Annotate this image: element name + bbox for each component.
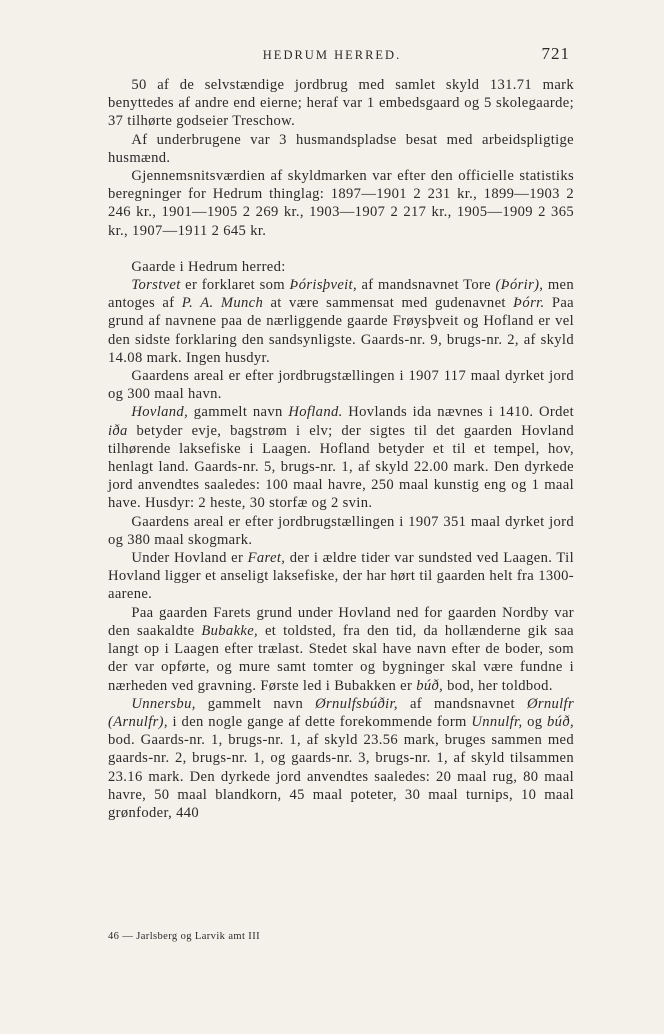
text-run: Paa gaarden Farets grund under Hovland ned for gaarden Nordby var den saakaldte	[108, 604, 574, 639]
body-text	[108, 76, 574, 822]
text-run: og	[522, 713, 548, 730]
text-run: gammelt navn	[195, 695, 316, 712]
paragraph	[108, 513, 574, 549]
italic-term: Unnulfr,	[471, 713, 523, 730]
running-header	[0, 44, 664, 64]
text-run: bod, her toldbod.	[443, 677, 553, 694]
text-run: der i ældre tider var sundsted ved Laagen. Til Hovland ligger et anseligt laksefiske, der har hørt til gaarden helt fra 1300-aarene.	[108, 550, 574, 603]
paragraph	[108, 131, 574, 167]
text-run: af mandsnavnet	[397, 695, 527, 712]
paragraph	[108, 695, 574, 822]
text-run: af mandsnavnet Tore	[356, 277, 496, 294]
italic-term: Bubakke,	[201, 622, 259, 639]
italic-term: Hovland,	[131, 404, 189, 421]
paragraph	[108, 403, 574, 512]
paragraph	[108, 276, 574, 367]
text-run: Under Hovland er	[131, 550, 248, 567]
text-run: men antoges af	[108, 277, 574, 312]
text-run: bod. Gaards-nr. 1, brugs-nr. 1, af skyld 23.56 mark, bruges sammen med gaards-nr. 2, brugs-nr. 1, og gaards-nr. 3, brugs-nr. 1, af skyld tilsammen 23.16 mark. Den dyrkede jord anvendtes saaledes: 20 maal rug, 80 maal havre, 50 maal blandkorn, 45 maal poteter, 30 maal turnips, 10 maal grønfoder, 440	[108, 732, 574, 821]
text-run: Paa grund af navnene paa de nærliggende gaarde Frøysþveit og Hofland er vel den sidste forklaring den sandsynligste. Gaards-nr. 9, brugs-nr. 2, af skyld 14.08 mark. Ingen husdyr.	[108, 295, 574, 366]
text-run: betyder evje, bagstrøm i elv; der sigtes til det gaarden Hovland tilhørende laksefiske i Laagen. Hofland betyder et til et tempel, hov, henlagt land. Gaards-nr. 5, brugs-nr. 1, af skyld 22.00 mark. Den dyrkede jord anvendtes saaledes: 100 maal havre, 250 maal kunstig eng og 1 maal have. Husdyr: 2 heste, 30 storfæ og 2 svin.	[108, 422, 574, 512]
paragraph	[108, 367, 574, 403]
text-run: 50 af de selvstændige jordbrug med samlet skyld 131.71 mark benyttedes af andre end eierne; heraf var 1 embedsgaard og 5 skolegaarde; 37 tilhørte godseier Treschow.	[108, 77, 574, 130]
italic-term: Ørnulfr (Arnulfr),	[108, 695, 574, 730]
text-run: er forklaret som	[180, 277, 290, 294]
italic-term: Torstvet	[131, 277, 181, 294]
paragraph	[108, 167, 574, 240]
italic-term: (Þórir),	[495, 277, 544, 294]
text-run: et toldsted, fra den tid, da hollænderne gik saa langt op i Laagen efter trælast. Stedet skal have navn efter de boder, som der var opførte, og mure samt tomter og bygninger skal være fundne i nærheden ved gravning. Første led i Bubakken er	[108, 622, 574, 694]
text-run: at være sammensat med gudenavnet	[263, 295, 514, 312]
italic-term: Unnersbu,	[131, 695, 196, 712]
page-number: 721	[541, 44, 570, 63]
text-run: i den nogle gange af dette forekommende form	[167, 713, 472, 730]
italic-term: Hofland.	[288, 404, 343, 421]
text-run: Gjennemsnitsværdien af skyldmarken var efter den officielle statistiks beregninger for Hedrum thinglag: 1897—1901 2 231 kr., 1899—1903 2 246 kr., 1901—1905 2 269 kr., 1903—1907 2 217 kr., 1905—1909 2 365 kr., 1907—1911 2 645 kr.	[108, 168, 574, 239]
text-run: Gaardens areal er efter jordbrugstællingen i 1907 351 maal dyrket jord og 380 maal skogmark.	[108, 513, 574, 548]
italic-term: Ørnulfsbúðir,	[315, 695, 398, 712]
italic-term: Þórisþveit,	[289, 277, 357, 294]
italic-term: Þórr.	[513, 295, 545, 312]
text-run: Af underbrugene var 3 husmandspladse besat med arbeidspligtige husmænd.	[108, 131, 574, 166]
italic-term: P. A. Munch	[181, 295, 264, 312]
running-title: HEDRUM HERRED.	[262, 48, 402, 62]
printer-signature: 46 — Jarlsberg og Larvik amt III	[108, 931, 260, 942]
paragraph-gap	[108, 240, 574, 258]
paragraph	[108, 549, 574, 604]
text-run: Gaardens areal er efter jordbrugstællingen i 1907 117 maal dyrket jord og 300 maal havn.	[108, 368, 574, 403]
paragraph	[108, 258, 574, 276]
italic-term: Faret,	[247, 550, 286, 567]
text-run: Gaarde i Hedrum herred:	[131, 258, 286, 275]
italic-term: iða	[108, 422, 128, 439]
italic-term: búð,	[547, 713, 574, 730]
paragraph	[108, 76, 574, 131]
text-run: gammelt navn	[188, 404, 289, 421]
paragraph	[108, 604, 574, 695]
italic-term: búð,	[416, 677, 444, 694]
text-run: Hovlands ida nævnes i 1410. Ordet	[342, 404, 574, 421]
